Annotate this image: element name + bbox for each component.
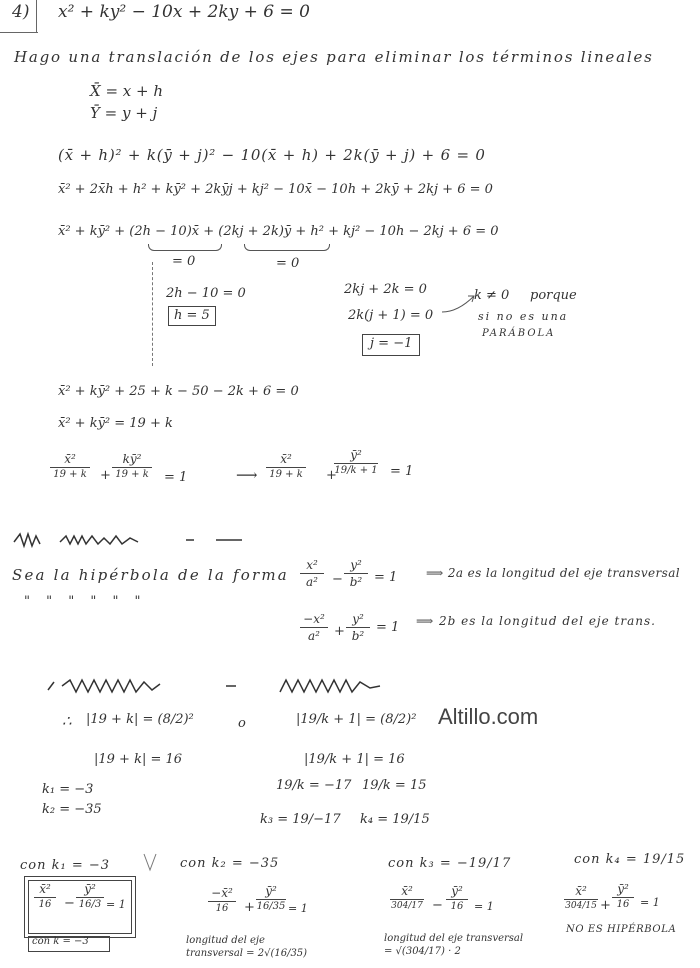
hyp-l2-frac-2-bar <box>346 627 370 628</box>
nf-frac-4 <box>334 448 378 476</box>
crossed-out-scribble-1 <box>10 528 260 552</box>
nf-frac-2-den: 19 + k <box>115 469 149 480</box>
note-parabola: PARÁBOLA <box>482 328 556 339</box>
case-3-header: con k₃ = −19/17 <box>388 856 512 871</box>
case-2-frac-2 <box>256 884 286 912</box>
hyp-l1-frac-2-den: b² <box>349 575 363 589</box>
cond-right-2: |19/k + 1| = 16 <box>304 752 405 767</box>
cond-right-1: |19/k + 1| = (8/2)² <box>296 712 417 727</box>
case-1-frac-1-num: x̄² <box>39 882 51 896</box>
watermark: Altillo.com <box>438 704 539 729</box>
case-3-footer: longitud del eje transversal = √(304/17) · 2 <box>384 933 524 957</box>
nf-frac-3-bar <box>266 467 306 468</box>
case-2-op: + <box>244 900 255 915</box>
hyp-l2-eq: = 1 <box>376 620 400 635</box>
expansion-line-3: x̄² + kȳ² + (2h − 10)x̄ + (2kj + 2k)ȳ + h² + kj² − 10h − 2kj + 6 = 0 <box>58 224 499 239</box>
hyp-l1-eq: = 1 <box>374 570 398 585</box>
case-4-frac-1-num: x̄² <box>575 884 587 898</box>
crossed-out-scribble-2 <box>40 672 390 702</box>
cond-left-1: |19 + k| = (8/2)² <box>86 712 194 727</box>
case-1-frac-1 <box>34 882 56 910</box>
check-icon <box>142 852 158 872</box>
case-3-frac-2-den: 16 <box>450 901 464 912</box>
case-2-frac-1-num: −x̄² <box>211 886 233 900</box>
nf-frac-4-den: 19/k + 1 <box>334 465 378 476</box>
nf-frac-4-bar <box>334 463 378 464</box>
hyp-l1-conclusion: ⟹ 2a es la longitud del eje transversal <box>426 566 681 580</box>
hyp-l1-frac-1 <box>300 558 324 589</box>
case-4-frac-2-num: ȳ² <box>617 882 629 896</box>
case-3-frac-1-bar <box>390 899 424 900</box>
case-1-frac-2-den: 16/3 <box>78 899 102 910</box>
case-3-frac-2-bar <box>446 899 468 900</box>
hyperbola-line-1-prefix: Sea la hipérbola de la forma <box>12 566 289 584</box>
nf-frac-1-num: x̄² <box>64 452 76 466</box>
cond-k3: k₃ = 19/−17 <box>260 812 341 827</box>
hyp-l2-frac-1-bar <box>300 627 328 628</box>
left-solution-result: h = 5 <box>174 308 210 323</box>
translation-x: X̄ = x + h <box>90 82 164 100</box>
case-3-frac-2 <box>446 884 468 912</box>
case-2-footer: longitud del eje transversal = 2√(16/35) <box>186 935 308 959</box>
case-3-frac-2-num: ȳ² <box>451 884 463 898</box>
case-1-frac-1-den: 16 <box>38 899 52 910</box>
case-1-frac-2 <box>76 882 104 910</box>
nf-arrow: ⟶ <box>236 466 258 484</box>
therefore-symbol: ∴ <box>62 712 72 730</box>
hyp-l2-frac-2 <box>346 612 370 643</box>
cond-k2: k₂ = −35 <box>42 802 102 817</box>
case-1-eq: = 1 <box>106 898 126 911</box>
case-4-eq: = 1 <box>640 896 660 909</box>
hyp-l1-frac-1-bar <box>300 573 324 574</box>
hyp-l2-frac-1-den: a² <box>308 629 320 643</box>
case-2-frac-1-bar <box>208 901 236 902</box>
hyperbola-ditto-marks: " " " " " " <box>24 594 147 609</box>
hyp-l1-frac-1-den: a² <box>306 575 318 589</box>
brace-label-left: = 0 <box>172 254 196 269</box>
brace-label-right: = 0 <box>276 256 300 271</box>
case-4-frac-2-bar <box>612 897 634 898</box>
right-solution-eq1: 2kj + 2k = 0 <box>344 282 427 297</box>
case-3-eq: = 1 <box>474 900 494 913</box>
expansion-line-2: x̄² + 2x̄h + h² + kȳ² + 2kȳj + kj² − 10x̄ − 10h + 2kȳ + 2kj + 6 = 0 <box>58 182 493 197</box>
cond-left-2: |19 + k| = 16 <box>94 752 183 767</box>
note-k-not-zero: k ≠ 0 <box>474 288 510 303</box>
cond-or: o <box>238 716 246 731</box>
problem-number-bracket <box>36 0 37 32</box>
case-3-frac-1 <box>390 884 424 911</box>
hyp-l2-frac-1 <box>300 612 328 643</box>
nf-eq-1: = 1 <box>164 470 188 485</box>
case-4-frac-2 <box>612 882 634 910</box>
case-3-frac-1-num: x̄² <box>401 884 413 898</box>
case-4-header: con k₄ = 19/15 <box>574 852 686 867</box>
nf-frac-2-bar <box>112 467 152 468</box>
right-solution-result: j = −1 <box>370 336 413 351</box>
case-2-frac-2-num: ȳ² <box>265 884 277 898</box>
case-1-frac-2-bar <box>76 897 104 898</box>
case-1-footer: con k = −3 <box>32 936 89 947</box>
nf-frac-1-bar <box>50 467 90 468</box>
case-4-frac-1-den: 304/15 <box>565 901 597 911</box>
hyp-l2-frac-2-den: b² <box>351 629 365 643</box>
cond-r2: 19/k = 15 <box>362 778 427 793</box>
cond-k4: k₄ = 19/15 <box>360 812 430 827</box>
right-solution-eq2: 2k(j + 1) = 0 <box>348 308 434 323</box>
nf-frac-1 <box>50 452 90 480</box>
vertical-guide-line <box>152 262 153 366</box>
case-3-op: − <box>432 898 443 913</box>
cond-r1: 19/k = −17 <box>276 778 352 793</box>
expansion-line-1: (x̄ + h)² + k(ȳ + j)² − 10(x̄ + h) + 2k(ȳ + j) + 6 = 0 <box>58 146 486 164</box>
case-4-frac-1-bar <box>564 899 598 900</box>
case-4-frac-2-den: 16 <box>616 899 630 910</box>
note-porque: porque <box>530 288 577 303</box>
case-1-op: − <box>64 896 75 911</box>
simplify-line-2: x̄² + kȳ² = 19 + k <box>58 416 173 431</box>
hyp-l2-frac-2-num: y² <box>352 612 364 626</box>
hyp-l2-frac-1-num: −x² <box>303 612 325 626</box>
case-2-frac-1-den: 16 <box>215 903 229 914</box>
case-1-frac-2-num: ȳ² <box>84 882 96 896</box>
problem-equation: x² + ky² − 10x + 2ky + 6 = 0 <box>58 2 310 22</box>
problem-number: 4) <box>12 2 30 22</box>
hyp-l1-frac-2-bar <box>344 573 368 574</box>
case-2-header: con k₂ = −35 <box>180 856 280 871</box>
nf-frac-2-num: kȳ² <box>122 452 142 466</box>
nf-frac-2 <box>112 452 152 480</box>
nf-plus-1: + <box>100 468 111 483</box>
case-2-eq: = 1 <box>288 902 308 915</box>
hyp-l1-minus: − <box>332 572 343 587</box>
nf-eq-2: = 1 <box>390 464 414 479</box>
intro-text: Hago una translación de los ejes para eliminar los términos lineales <box>14 48 654 66</box>
case-2-frac-2-den: 16/35 <box>256 901 286 912</box>
hyp-l1-frac-2-num: y² <box>350 558 362 572</box>
case-1-frac-1-bar <box>34 897 56 898</box>
case-1-header: con k₁ = −3 <box>20 858 111 873</box>
case-4-frac-1 <box>564 884 598 911</box>
nf-frac-3-num: x̄² <box>280 452 292 466</box>
nf-frac-3-den: 19 + k <box>269 469 303 480</box>
left-solution-eq: 2h − 10 = 0 <box>166 286 246 301</box>
case-3-frac-1-den: 304/17 <box>391 901 423 911</box>
case-2-frac-1 <box>208 886 236 914</box>
hyp-l2-plus: + <box>334 624 345 639</box>
note-si-no-es-una: si no es una <box>478 310 569 323</box>
case-4-footer: NO ES HIPÉRBOLA <box>566 924 677 935</box>
nf-frac-1-den: 19 + k <box>53 469 87 480</box>
cond-k1: k₁ = −3 <box>42 782 94 797</box>
translation-y: Ȳ = y + j <box>90 104 158 122</box>
hyp-l1-frac-1-num: x² <box>306 558 318 572</box>
brace-right <box>244 244 330 251</box>
simplify-line-1: x̄² + kȳ² + 25 + k − 50 − 2k + 6 = 0 <box>58 384 299 399</box>
hyp-l2-conclusion: ⟹ 2b es la longitud del eje trans. <box>416 614 656 628</box>
nf-frac-3 <box>266 452 306 480</box>
nf-frac-4-num: ȳ² <box>350 448 362 462</box>
problem-number-underline <box>0 32 38 33</box>
case-2-frac-2-bar <box>256 899 286 900</box>
brace-left <box>148 244 222 251</box>
nf-plus-2: + <box>326 468 337 483</box>
hyp-l1-frac-2 <box>344 558 368 589</box>
case-4-op: + <box>600 898 611 913</box>
